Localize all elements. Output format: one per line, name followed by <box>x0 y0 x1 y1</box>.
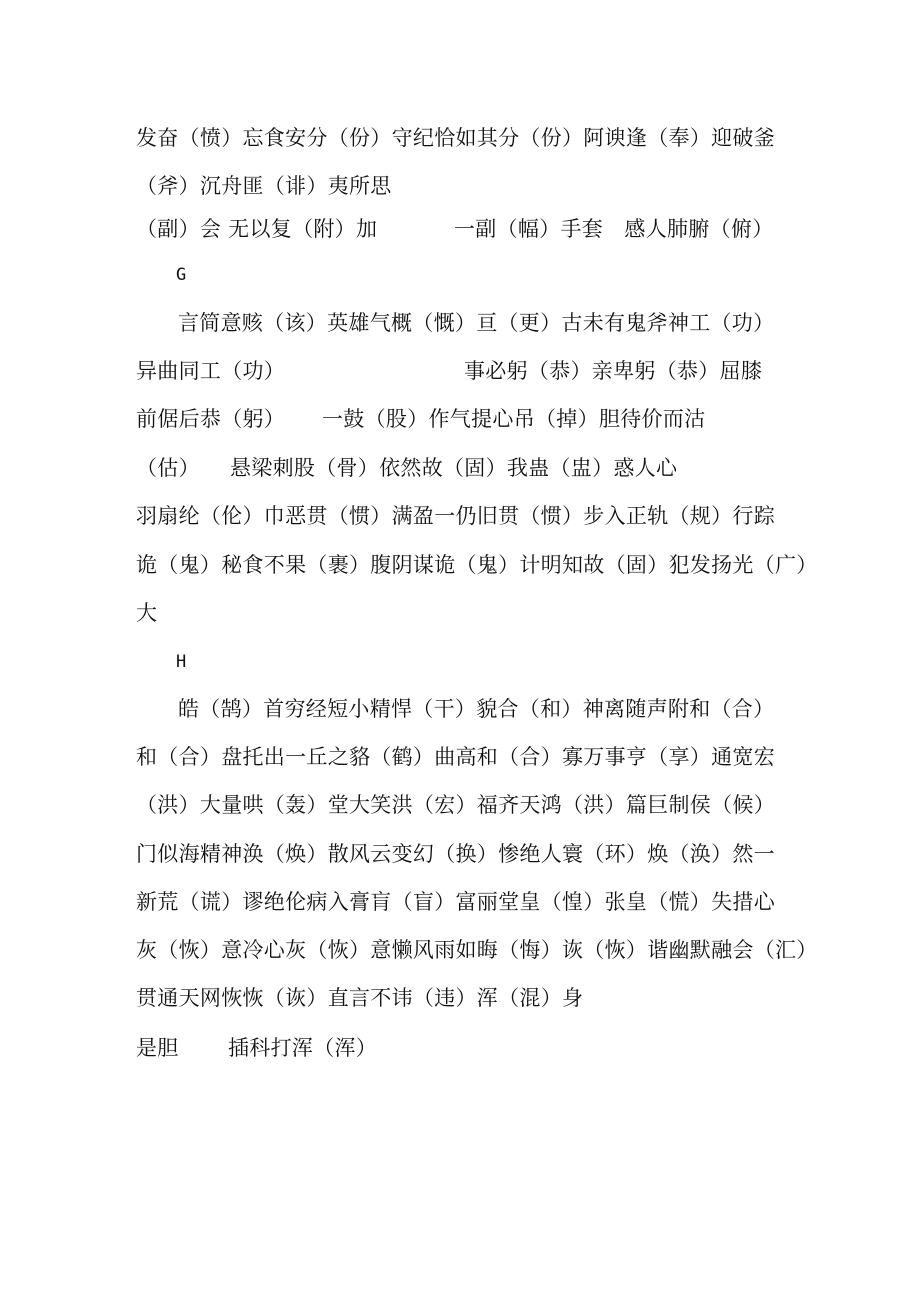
text-segment: （副）会 无以复（附）加 <box>136 217 378 241</box>
text-line: 皓（鹄）首穷经短小精悍（干）貌合（和）神离随声附和（合） <box>178 697 775 721</box>
text-line: 言简意赅（该）英雄气概（慨）亘（更）古未有鬼斧神工（功） <box>178 311 775 335</box>
text-segment: 前倨后恭（躬） <box>136 407 286 431</box>
text-line: 羽扇纶（伦）巾恶贯（惯）满盈一仍旧贯（惯）步入正轨（规）行踪 <box>136 504 775 528</box>
text-line: 新荒（谎）谬绝伦病入膏肓（盲）富丽堂皇（惶）张皇（慌）失措心 <box>136 890 775 914</box>
text-segment: 插科打浑（浑） <box>228 1036 378 1060</box>
text-line: （斧）沉舟匪（诽）夷所思 <box>136 174 392 198</box>
text-line: 灰（恢）意冷心灰（恢）意懒风雨如晦（悔）诙（恢）谐幽默融会（汇） <box>136 938 818 962</box>
text-line-split <box>0 357 920 385</box>
text-line: 诡（鬼）秘食不果（裹）腹阴谋诡（鬼）计明知故（固）犯发扬光（广） <box>136 553 818 577</box>
text-segment: 异曲同工（功） <box>136 359 286 383</box>
text-line: 门似海精神涣（焕）散风云变幻（换）惨绝人寰（环）焕（涣）然一 <box>136 842 775 866</box>
text-segment: 事必躬（恭）亲卑躬（恭）屈膝 <box>464 359 763 383</box>
text-line-split <box>0 215 920 243</box>
text-segment: 一鼓（股）作气提心吊（掉）胆待价而沽 <box>322 407 706 431</box>
text-segment: 是胆 <box>136 1036 179 1060</box>
text-line-split <box>0 405 920 433</box>
section-heading-g: G <box>176 265 187 285</box>
text-line: 大 <box>136 601 158 625</box>
text-line: 发奋（愤）忘食安分（份）守纪恰如其分（份）阿谀逢（奉）迎破釜 <box>136 126 775 150</box>
text-segment: 悬梁刺股（骨）依然故（固）我蛊（盅）惑人心 <box>230 456 678 480</box>
text-line: （洪）大量哄（轰）堂大笑洪（宏）福齐天鸿（洪）篇巨制侯（候） <box>136 793 775 817</box>
text-line-split <box>0 1034 920 1062</box>
text-line: 和（合）盘托出一丘之貉（鹤）曲高和（合）寡万事亨（享）通宽宏 <box>136 745 775 769</box>
text-segment: 一副（幅）手套 感人肺腑（俯） <box>454 217 774 241</box>
section-heading-h: H <box>176 652 187 672</box>
text-line: 贯通天网恢恢（诙）直言不讳（违）浑（混）身 <box>136 986 584 1010</box>
text-line-split <box>0 454 920 482</box>
text-segment: （估） <box>136 456 200 480</box>
